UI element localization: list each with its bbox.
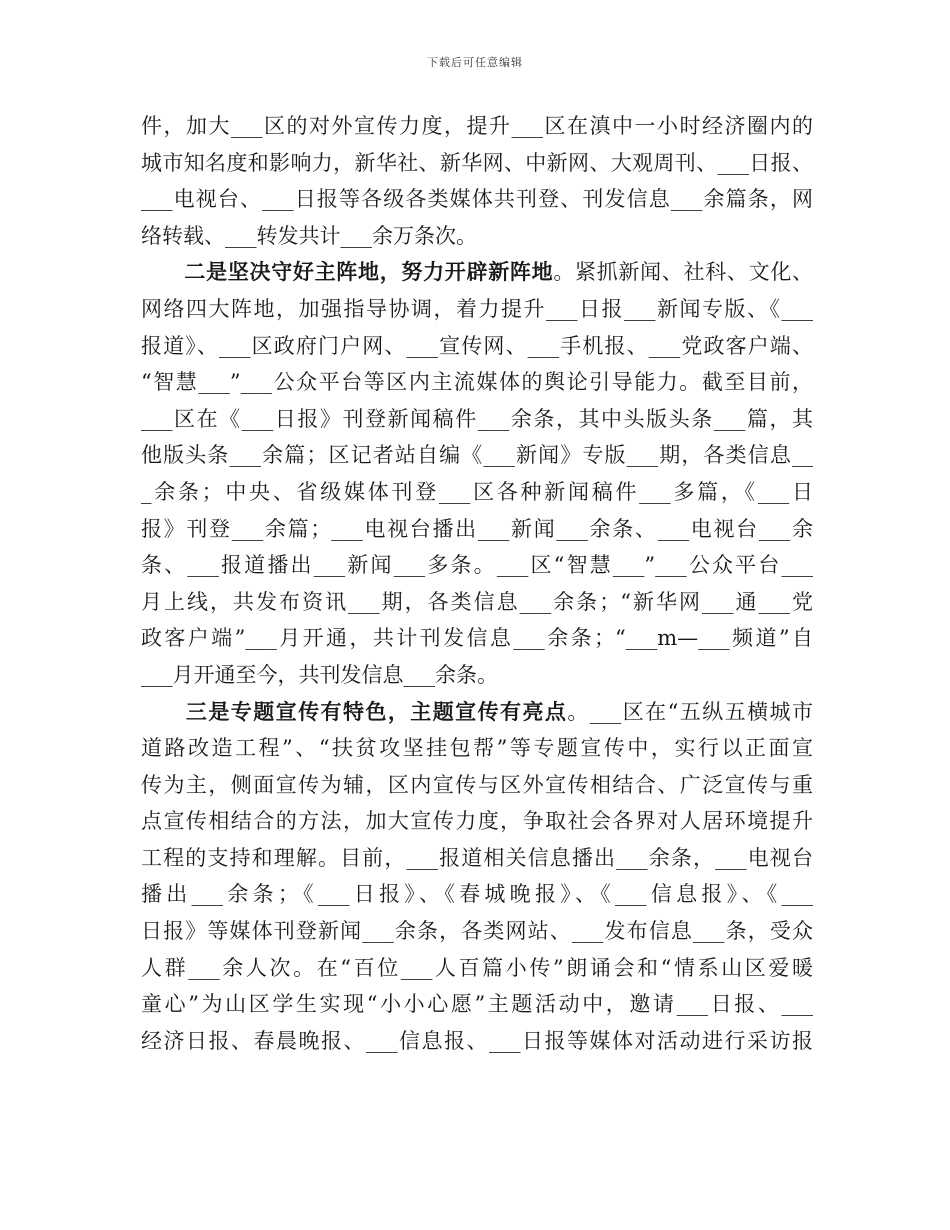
line-text: 报道》、___区政府门户网、___宣传网、___手机报、___党政客户端、 [141,333,813,358]
page-header: 下载后可任意编辑 [427,56,523,69]
text-line [141,254,813,291]
line-text: 网络四大阵地，加强指导协调，着力提升___日报___新闻专版、《___ [141,296,813,321]
line-text: 报》刊登___余篇；___电视台播出___新闻___余条、___电视台___余 [141,516,813,541]
text-line [141,876,813,913]
text-line [141,840,813,877]
line-text: “智慧___”___公众平台等区内主流媒体的舆论引导能力。截至目前， [141,370,813,395]
text-line [141,584,813,621]
text-line [141,364,813,401]
line-text: 传为主，侧面宣传为辅，区内宣传与区外宣传相结合、广泛宣传与重 [141,772,813,797]
text-line [141,657,813,694]
text-line [141,511,813,548]
line-text: 。紧抓新闻、社科、文化、 [553,260,814,285]
text-line [141,145,813,182]
document-body [141,108,813,1059]
text-line [141,328,813,365]
line-text: 日报》等媒体刊登新闻___余条，各类网站、___发布信息___条，受众 [141,919,813,944]
line-text: ___月开通至今，共刊发信息___余条。 [141,662,498,687]
line-text: 。___区在“五纵五横城市 [567,699,813,724]
line-text: ___区在《___日报》刊登新闻稿件___余条，其中头版头条___篇，其 [141,406,813,431]
text-line [141,803,813,840]
line-text: 他版头条___余篇；区记者站自编《___新闻》专版___期，各类信息__ [141,443,813,468]
text-line [141,547,813,584]
line-text: 工程的支持和理解。目前，___报道相关信息播出___余条，___电视台 [141,845,813,870]
text-line [141,401,813,438]
text-line [141,950,813,987]
bold-heading: 三是专题宣传有特色，主题宣传有亮点 [141,698,568,724]
line-text: 条、___报道播出___新闻___多条。___区“智慧___”___公众平台___ [141,553,813,578]
line-text: 政客户端”___月开通，共计刊发信息___余条；“___m—___频道”自 [141,626,813,651]
text-line [141,986,813,1023]
line-text: 经济日报、春晨晚报、___信息报、___日报等媒体对活动进行采访报 [141,1028,813,1053]
text-line [141,108,813,145]
text-line [141,218,813,255]
line-text: 城市知名度和影响力，新华社、新华网、中新网、大观周刊、___日报、 [141,150,813,175]
line-text: _余条；中央、省级媒体刊登___区各种新闻稿件___多篇，《___日 [141,479,813,504]
line-text: 播出___余条；《___日报》、《春城晚报》、《___信息报》、《___ [141,882,813,907]
line-text: 件，加大___区的对外宣传力度，提升___区在滇中一小时经济圈内的 [141,114,813,138]
line-text: 点宣传相结合的方法，加大宣传力度，争取社会各界对人居环境提升 [141,809,813,834]
text-line [141,913,813,950]
line-text: 道路改造工程”、“扶贫攻坚挂包帮”等专题宣传中，实行以正面宣 [141,736,813,761]
text-line [141,291,813,328]
line-text: ___电视台、___日报等各级各类媒体共刊登、刊发信息___余篇条，网 [141,187,813,212]
text-line [141,620,813,657]
bold-heading: 二是坚决守好主阵地，努力开辟新阵地 [141,259,554,285]
line-text: 络转载、___转发共计___余万条次。 [141,223,477,248]
text-line [141,1023,813,1060]
text-line [141,694,813,731]
text-line [141,437,813,474]
text-line [141,181,813,218]
text-line [141,767,813,804]
text-line [141,474,813,511]
line-text: 人群___余人次。在“百位___人百篇小传”朗诵会和“情系山区爱暖 [141,955,813,980]
line-text: 童心”为山区学生实现“小小心愿”主题活动中，邀请___日报、___ [141,992,813,1017]
line-text: 月上线，共发布资讯___期，各类信息___余条；“新华网___通___党 [141,589,813,614]
text-line [141,730,813,767]
